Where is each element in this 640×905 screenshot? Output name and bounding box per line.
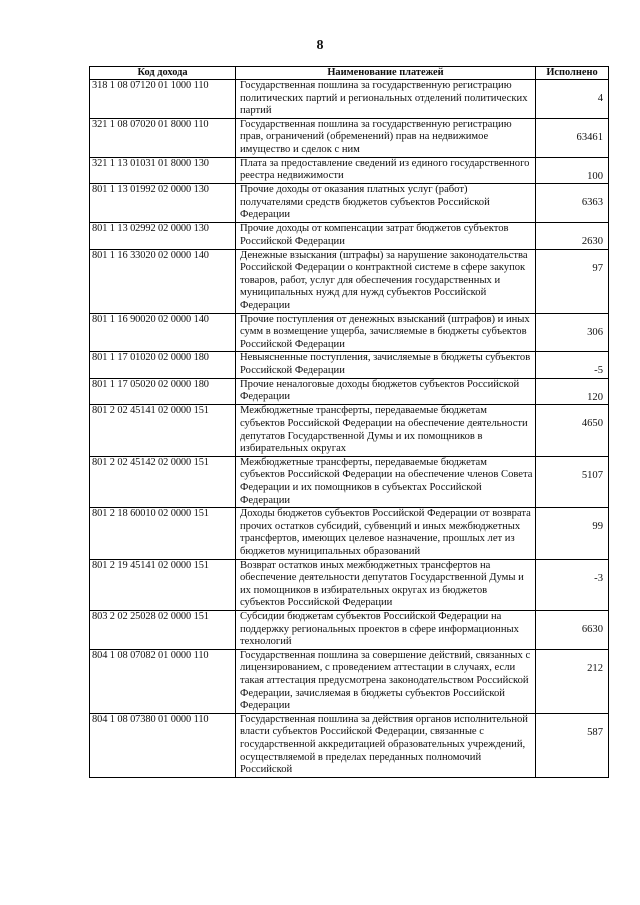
executed-amount-cell: 120 bbox=[536, 378, 609, 405]
table-row bbox=[90, 118, 609, 157]
table-row bbox=[90, 405, 609, 456]
payment-name-cell: Прочие доходы от оказания платных услуг (работ) получателями средств бюджетов субъектов Российской Федерации bbox=[236, 184, 536, 223]
column-header-code: Код дохода bbox=[90, 67, 236, 80]
executed-amount-cell: 6630 bbox=[536, 610, 609, 649]
table-row bbox=[90, 508, 609, 559]
executed-amount-cell: -3 bbox=[536, 559, 609, 610]
column-header-executed: Исполнено bbox=[536, 67, 609, 80]
revenue-code-cell: 801 2 18 60010 02 0000 151 bbox=[90, 508, 236, 559]
table-row bbox=[90, 222, 609, 249]
revenue-code-cell: 804 1 08 07380 01 0000 110 bbox=[90, 713, 236, 777]
payment-name-cell: Возврат остатков иных межбюджетных трансфертов на обеспечение деятельности депутатов Государственной Думы и их помощников в избирательных округах из бюджетов субъектов Российской Федерации bbox=[236, 559, 536, 610]
payment-name-cell: Прочие доходы от компенсации затрат бюджетов субъектов Российской Федерации bbox=[236, 222, 536, 249]
revenue-code-cell: 321 1 08 07020 01 8000 110 bbox=[90, 118, 236, 157]
revenue-code-cell: 801 1 13 02992 02 0000 130 bbox=[90, 222, 236, 249]
executed-amount-cell: 99 bbox=[536, 508, 609, 559]
revenue-code-cell: 321 1 13 01031 01 8000 130 bbox=[90, 157, 236, 184]
payment-name-cell: Субсидии бюджетам субъектов Российской Федерации на поддержку региональных проектов в сфере информационных технологий bbox=[236, 610, 536, 649]
payment-name-cell: Денежные взыскания (штрафы) за нарушение законодательства Российской Федерации о контрактной системе в сфере закупок товаров, работ, услуг для обеспечения государственных и муниципальных нужд для нужд субъектов Российской Федерации bbox=[236, 249, 536, 313]
table-header-row bbox=[90, 67, 609, 80]
executed-amount-cell: 100 bbox=[536, 157, 609, 184]
executed-amount-cell: 5107 bbox=[536, 456, 609, 507]
revenue-code-cell: 801 1 16 90020 02 0000 140 bbox=[90, 313, 236, 352]
table-row bbox=[90, 378, 609, 405]
page-number: 8 bbox=[316, 38, 324, 53]
column-header-name: Наименование платежей bbox=[236, 67, 536, 80]
table-row bbox=[90, 184, 609, 223]
revenue-code-cell: 801 2 02 45142 02 0000 151 bbox=[90, 456, 236, 507]
table-row bbox=[90, 456, 609, 507]
payment-name-cell: Доходы бюджетов субъектов Российской Федерации от возврата прочих остатков субсидий, субвенций и иных межбюджетных трансфертов, имеющих целевое назначение, прошлых лет из бюджетов муниципальных образований bbox=[236, 508, 536, 559]
executed-amount-cell: 4650 bbox=[536, 405, 609, 456]
payment-name-cell: Невыясненные поступления, зачисляемые в бюджеты субъектов Российской Федерации bbox=[236, 352, 536, 379]
revenue-code-cell: 801 2 19 45141 02 0000 151 bbox=[90, 559, 236, 610]
revenue-table bbox=[89, 66, 609, 778]
table-row bbox=[90, 313, 609, 352]
table-row bbox=[90, 249, 609, 313]
table-row bbox=[90, 352, 609, 379]
revenue-code-cell: 318 1 08 07120 01 1000 110 bbox=[90, 80, 236, 119]
revenue-code-cell: 801 2 02 45141 02 0000 151 bbox=[90, 405, 236, 456]
revenue-code-cell: 804 1 08 07082 01 0000 110 bbox=[90, 649, 236, 713]
payment-name-cell: Государственная пошлина за совершение действий, связанных с лицензированием, с проведением аттестации в случаях, если такая аттестация предусмотрена законодательством Российской Федерации, зачисляемая в бюджеты субъектов Российской Федерации bbox=[236, 649, 536, 713]
executed-amount-cell: 6363 bbox=[536, 184, 609, 223]
executed-amount-cell: 63461 bbox=[536, 118, 609, 157]
table-row bbox=[90, 713, 609, 777]
executed-amount-cell: 97 bbox=[536, 249, 609, 313]
executed-amount-cell: 4 bbox=[536, 80, 609, 119]
payment-name-cell: Прочие поступления от денежных взысканий (штрафов) и иных сумм в возмещение ущерба, зачисляемые в бюджеты субъектов Российской Федерации bbox=[236, 313, 536, 352]
executed-amount-cell: 212 bbox=[536, 649, 609, 713]
payment-name-cell: Прочие неналоговые доходы бюджетов субъектов Российской Федерации bbox=[236, 378, 536, 405]
executed-amount-cell: -5 bbox=[536, 352, 609, 379]
table-row bbox=[90, 157, 609, 184]
executed-amount-cell: 306 bbox=[536, 313, 609, 352]
executed-amount-cell: 587 bbox=[536, 713, 609, 777]
payment-name-cell: Государственная пошлина за государственную регистрацию прав, ограничений (обременений) прав на недвижимое имущество и сделок с ним bbox=[236, 118, 536, 157]
payment-name-cell: Государственная пошлина за государственную регистрацию политических партий и региональных отделений политических партий bbox=[236, 80, 536, 119]
revenue-code-cell: 803 2 02 25028 02 0000 151 bbox=[90, 610, 236, 649]
table-row bbox=[90, 80, 609, 119]
table-row bbox=[90, 649, 609, 713]
table-row bbox=[90, 559, 609, 610]
payment-name-cell: Государственная пошлина за действия органов исполнительной власти субъектов Российской Федерации, связанные с государственной аккредитацией образовательных учреждений, осуществляемой в пределах переданных полномочий Российской bbox=[236, 713, 536, 777]
revenue-code-cell: 801 1 17 01020 02 0000 180 bbox=[90, 352, 236, 379]
revenue-code-cell: 801 1 13 01992 02 0000 130 bbox=[90, 184, 236, 223]
payment-name-cell: Межбюджетные трансферты, передаваемые бюджетам субъектов Российской Федерации на обеспечение деятельности депутатов Государственной Думы и их помощников в избирательных округах bbox=[236, 405, 536, 456]
revenue-code-cell: 801 1 16 33020 02 0000 140 bbox=[90, 249, 236, 313]
executed-amount-cell: 2630 bbox=[536, 222, 609, 249]
payment-name-cell: Межбюджетные трансферты, передаваемые бюджетам субъектов Российской Федерации на обеспечение членов Совета Федерации и их помощников в субъектах Российской Федерации bbox=[236, 456, 536, 507]
payment-name-cell: Плата за предоставление сведений из единого государственного реестра недвижимости bbox=[236, 157, 536, 184]
table-row bbox=[90, 610, 609, 649]
revenue-code-cell: 801 1 17 05020 02 0000 180 bbox=[90, 378, 236, 405]
